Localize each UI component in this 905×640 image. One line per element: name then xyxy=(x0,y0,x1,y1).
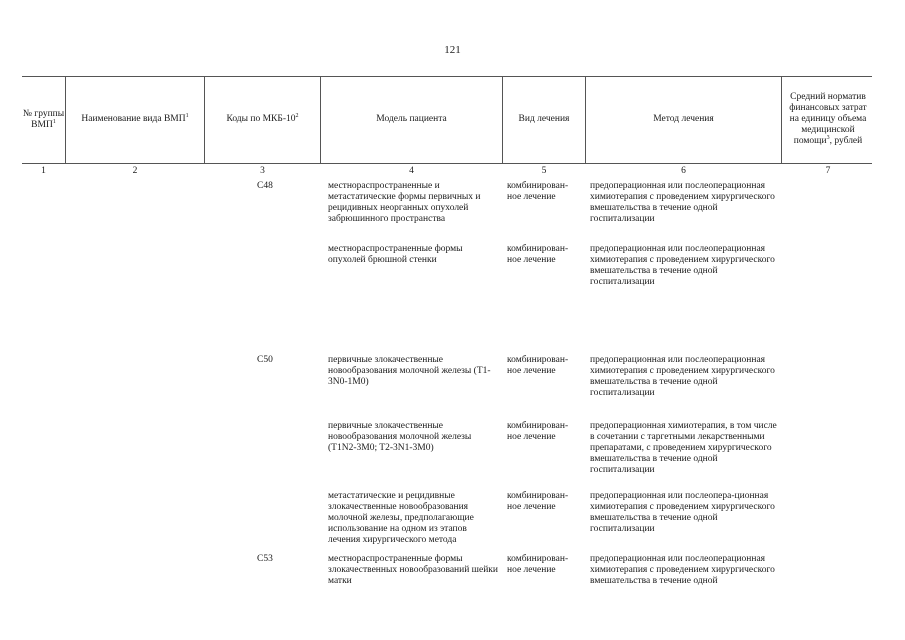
column-number: 3 xyxy=(260,166,265,176)
treatment-method: предоперационная химиотерапия, в том числе в сочетании с таргетными лекарственными препаратами, с проведением хирургического вмешательства в течение одной госпитализации xyxy=(590,421,777,475)
header-vmp-name: Наименование вида ВМП$^1$ xyxy=(81,112,189,124)
treatment-type: комбинирован-ное лечение xyxy=(507,554,569,575)
patient-model: первичные злокачественные новообразования молочной железы (T1-3N0-1M0) xyxy=(328,355,491,387)
treatment-method: предоперационная или послеоперационная химиотерапия с проведением хирургического вмешательства в течение одной госпитализации xyxy=(590,181,775,224)
column-number: 7 xyxy=(825,166,831,176)
column-number: 1 xyxy=(41,166,46,176)
column-number: 5 xyxy=(541,166,547,176)
header-icd-codes: Коды по МКБ-$10^2$ xyxy=(226,112,299,124)
header-patient-model: Модель пациента xyxy=(376,114,447,124)
treatment-type: комбинирован-ное лечение xyxy=(507,244,569,265)
column-number: 2 xyxy=(132,166,138,176)
treatment-type: комбинирован-ное лечение xyxy=(507,491,569,512)
header-treatment-type: Вид лечения xyxy=(518,114,570,124)
treatment-type: комбинирован-ное лечение xyxy=(507,181,569,202)
treatment-method: предоперационная или послеоперационная химиотерапия с проведением хирургического вмешательства в течение одной xyxy=(590,554,775,586)
column-number: 4 xyxy=(409,166,414,176)
treatment-method: предоперационная или послеоперационная химиотерапия с проведением хирургического вмешательства в течение одной госпитализации xyxy=(590,244,775,287)
icd-code: C53 xyxy=(257,554,273,564)
page-number: 121 xyxy=(444,44,461,56)
header-group-number: № группы ВМП$^1$ xyxy=(22,108,65,130)
patient-model: местнораспространенные формы злокачественных новообразований шейки матки xyxy=(328,554,498,586)
column-divider xyxy=(781,76,782,164)
icd-code: C50 xyxy=(257,355,273,365)
column-number: 6 xyxy=(681,166,686,176)
treatment-type: комбинирован-ное лечение xyxy=(507,421,569,442)
header-cost-standard: Средний норматив финансовых затрат на единицу объема медицинской помощи$^3$, рублей xyxy=(789,92,867,146)
patient-model: первичные злокачественные новообразования молочной железы (T1N2-3M0; T2-3N1-3M0) xyxy=(328,421,472,453)
header-treatment-method: Метод лечения xyxy=(653,114,714,124)
header-bottom-border xyxy=(22,163,872,164)
patient-model: местнораспространенные и метастатические формы первичных и рецидивных неорганных опухолей забрюшинного пространства xyxy=(328,181,481,224)
icd-code: C48 xyxy=(257,181,273,191)
treatment-method: предоперационная или послеоперационная химиотерапия с проведением хирургического вмешательства в течение одной госпитализации xyxy=(590,355,775,398)
patient-model: метастатические и рецидивные злокачественные новообразования молочной железы, предполагающие использование на одном из этапов лечения хирургического метода xyxy=(328,491,474,545)
treatment-method: предоперационная или послеопера-ционная химиотерапия с проведением хирургического вмешательства в течение одной госпитализации xyxy=(590,491,775,534)
treatment-type: комбинирован-ное лечение xyxy=(507,355,569,376)
patient-model: местнораспространенные формы опухолей брюшной стенки xyxy=(328,244,463,265)
